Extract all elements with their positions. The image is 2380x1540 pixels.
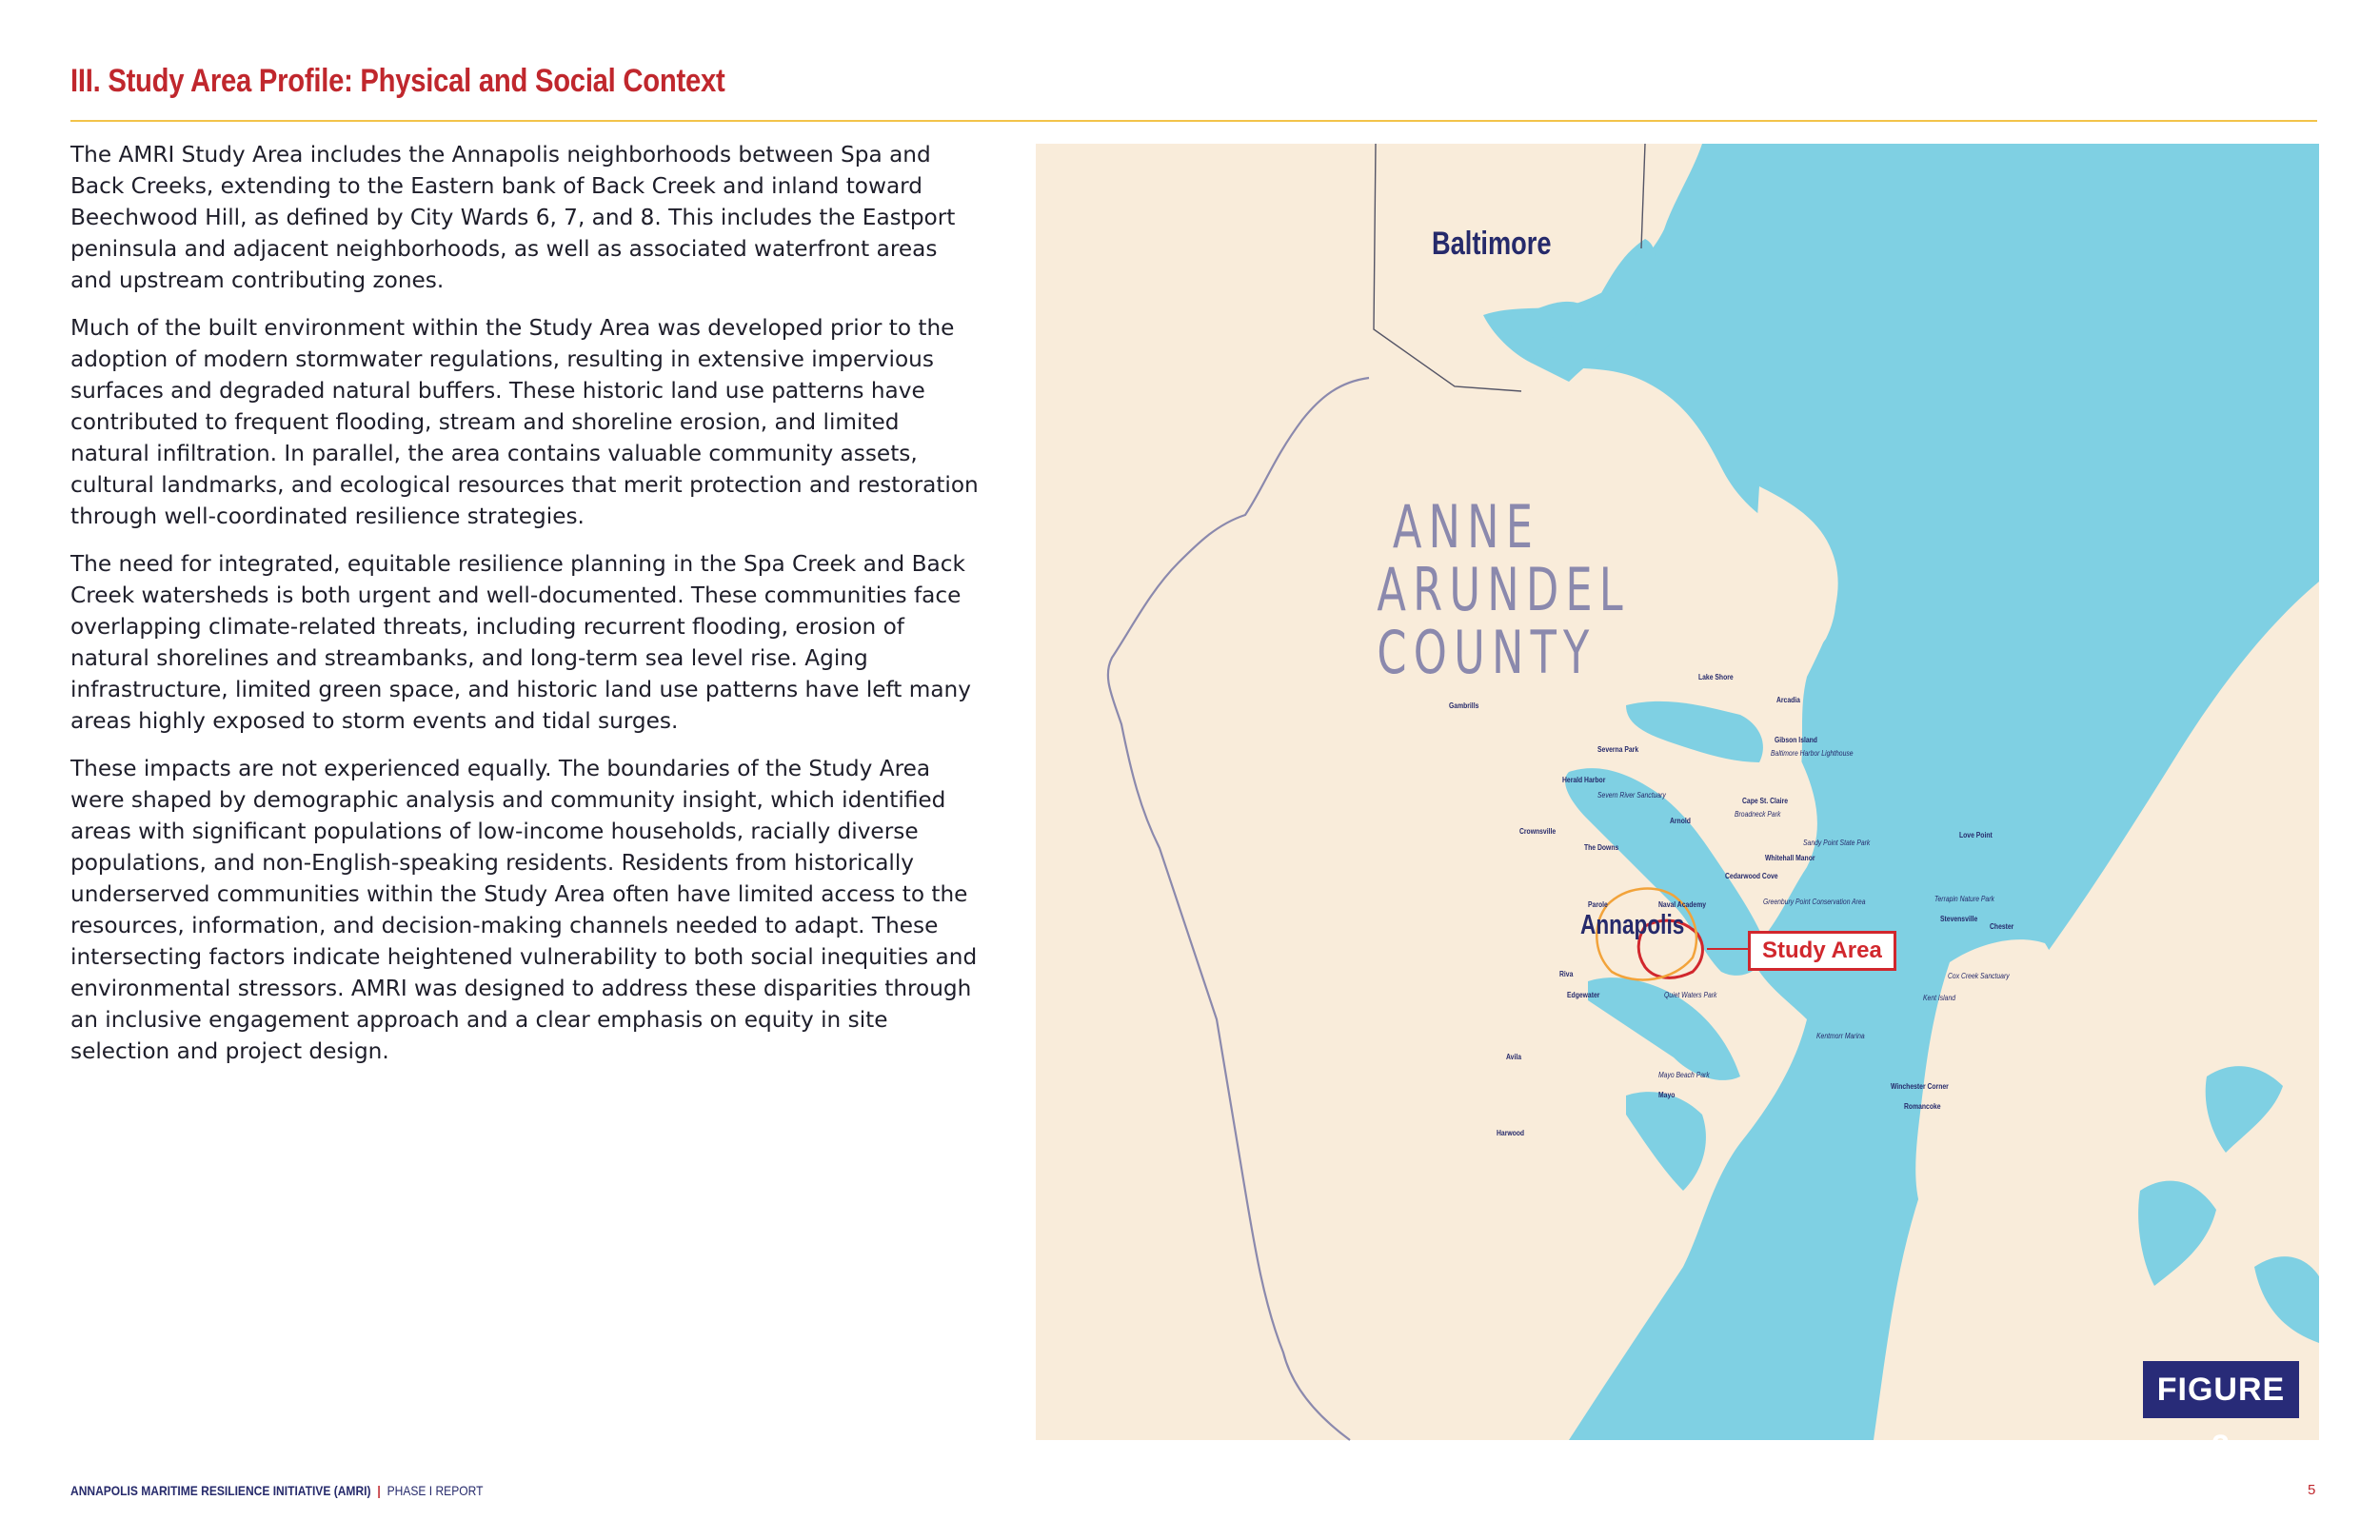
place-winchester-corner: Winchester Corner <box>1891 1082 1949 1091</box>
page-number: 5 <box>2308 1482 2316 1498</box>
page-heading: III. Study Area Profile: Physical and Social Context <box>70 63 725 99</box>
paragraph-2: Much of the built environment within the Study Area was developed prior to the adoption of modern stormwater regulations, resulting in extensive impervious surfaces and degraded natural buffers. These historic land use patterns have contributed to frequent flooding, stream and shoreline erosion, and limited natural infiltration. In parallel, the area contains valuable community assets, cultural landmarks, and ecological resources that merit protection and restoration through well-coordinated resilience strategies. <box>70 315 979 529</box>
place-romancoke: Romancoke <box>1904 1102 1941 1111</box>
place-severn-sanctuary: Severn River Sanctuary <box>1597 791 1666 800</box>
place-parole: Parole <box>1588 900 1608 909</box>
footer-org: ANNAPOLIS MARITIME RESILIENCE INITIATIVE (AMRI) <box>70 1483 371 1498</box>
place-avila: Avila <box>1506 1053 1522 1061</box>
place-chester: Chester <box>1990 922 2014 931</box>
place-herald-harbor: Herald Harbor <box>1562 776 1606 784</box>
body-text <box>70 139 984 1083</box>
paragraph-1: The AMRI Study Area includes the Annapolis neighborhoods between Spa and Back Creeks, extending to the Eastern bank of Back Creek and inland toward Beechwood Hill, as defined by City Wards 6, 7, and 8. This includes the Eastport peninsula and adjacent neighborhoods, as well as associated waterfront areas and upstream contributing zones. <box>70 142 956 293</box>
magothy-river <box>1626 701 1763 762</box>
footer-separator: | <box>377 1483 381 1498</box>
county-boundary <box>1108 378 1369 1440</box>
figure-badge: FIGURE 2 <box>2143 1361 2299 1418</box>
paragraph-4: These impacts are not experienced equally. The boundaries of the Study Area were shaped by demographic analysis and community insight, which identified areas with significant populations of low-income households, racially diverse populations, and non-English-speaking residents. Residents from historically underserved communities within the Study Area often have limited access to the resources, information, and decision-making channels needed to adapt. These intersecting factors indicate heightened vulnerability to both social inequities and environmental stressors. AMRI was designed to address these disparities through an inclusive engagement approach and a clear emphasis on equity in site selection and project design. <box>70 756 978 1064</box>
place-gibson-island: Gibson Island <box>1775 736 1817 744</box>
place-lake-shore: Lake Shore <box>1698 673 1734 681</box>
place-crownsville: Crownsville <box>1519 827 1557 836</box>
place-arcadia: Arcadia <box>1776 696 1800 704</box>
place-the-downs: The Downs <box>1584 843 1619 852</box>
baltimore-label: Baltimore <box>1432 226 1552 262</box>
place-stevensville: Stevensville <box>1940 915 1978 923</box>
place-cape-st-claire: Cape St. Claire <box>1742 797 1788 805</box>
study-area-callout: Study Area <box>1748 931 1896 971</box>
place-gambrills: Gambrills <box>1449 701 1479 710</box>
baltimore-boundary <box>1374 144 1521 391</box>
place-naval-academy: Naval Academy <box>1658 900 1707 909</box>
place-lighthouse: Baltimore Harbor Lighthouse <box>1771 749 1854 758</box>
paragraph-3: The need for integrated, equitable resilience planning in the Spa Creek and Back Creek watersheds is both urgent and well-documented. These communities face overlapping climate-related threats, including recurrent flooding, erosion of natural shorelines and streambanks, and long-term sea level rise. Aging infrastructure, limited green space, and historic land use patterns have left many areas highly exposed to storm events and tidal surges. <box>70 551 971 734</box>
place-kent-island: Kent Island <box>1923 994 1956 1002</box>
heading-divider <box>70 120 2317 122</box>
baltimore-boundary-east <box>1641 144 1645 248</box>
place-cox-creek: Cox Creek Sanctuary <box>1948 972 2010 980</box>
map-graphic <box>1036 144 2319 1440</box>
place-harwood: Harwood <box>1497 1129 1525 1137</box>
place-terrapin-park: Terrapin Nature Park <box>1934 895 1994 903</box>
annapolis-label: Annapolis <box>1580 910 1685 940</box>
place-mayo: Mayo <box>1658 1091 1676 1099</box>
place-quiet-waters: Quiet Waters Park <box>1664 991 1717 999</box>
place-sandy-point: Sandy Point State Park <box>1803 839 1871 847</box>
study-area-map <box>1036 144 2319 1465</box>
place-mayo-beach: Mayo Beach Park <box>1658 1071 1710 1079</box>
place-severna-park: Severna Park <box>1597 745 1639 754</box>
place-riva: Riva <box>1559 970 1574 978</box>
place-kentmorr-marina: Kentmorr Marina <box>1816 1032 1865 1040</box>
rhode-river <box>1626 1092 1706 1191</box>
place-cedarwood-cove: Cedarwood Cove <box>1725 872 1778 880</box>
county-label: ANNE ARUNDEL COUNTY <box>1377 492 1630 687</box>
place-arnold: Arnold <box>1670 817 1691 825</box>
place-whitehall-manor: Whitehall Manor <box>1765 854 1815 862</box>
place-love-point: Love Point <box>1959 831 1993 839</box>
place-broadneck-park: Broadneck Park <box>1735 810 1781 819</box>
footer-report: PHASE I REPORT <box>387 1483 484 1498</box>
place-greenbury-point: Greenbury Point Conservation Area <box>1763 898 1866 906</box>
page-footer <box>70 1483 483 1498</box>
place-edgewater: Edgewater <box>1567 991 1600 999</box>
